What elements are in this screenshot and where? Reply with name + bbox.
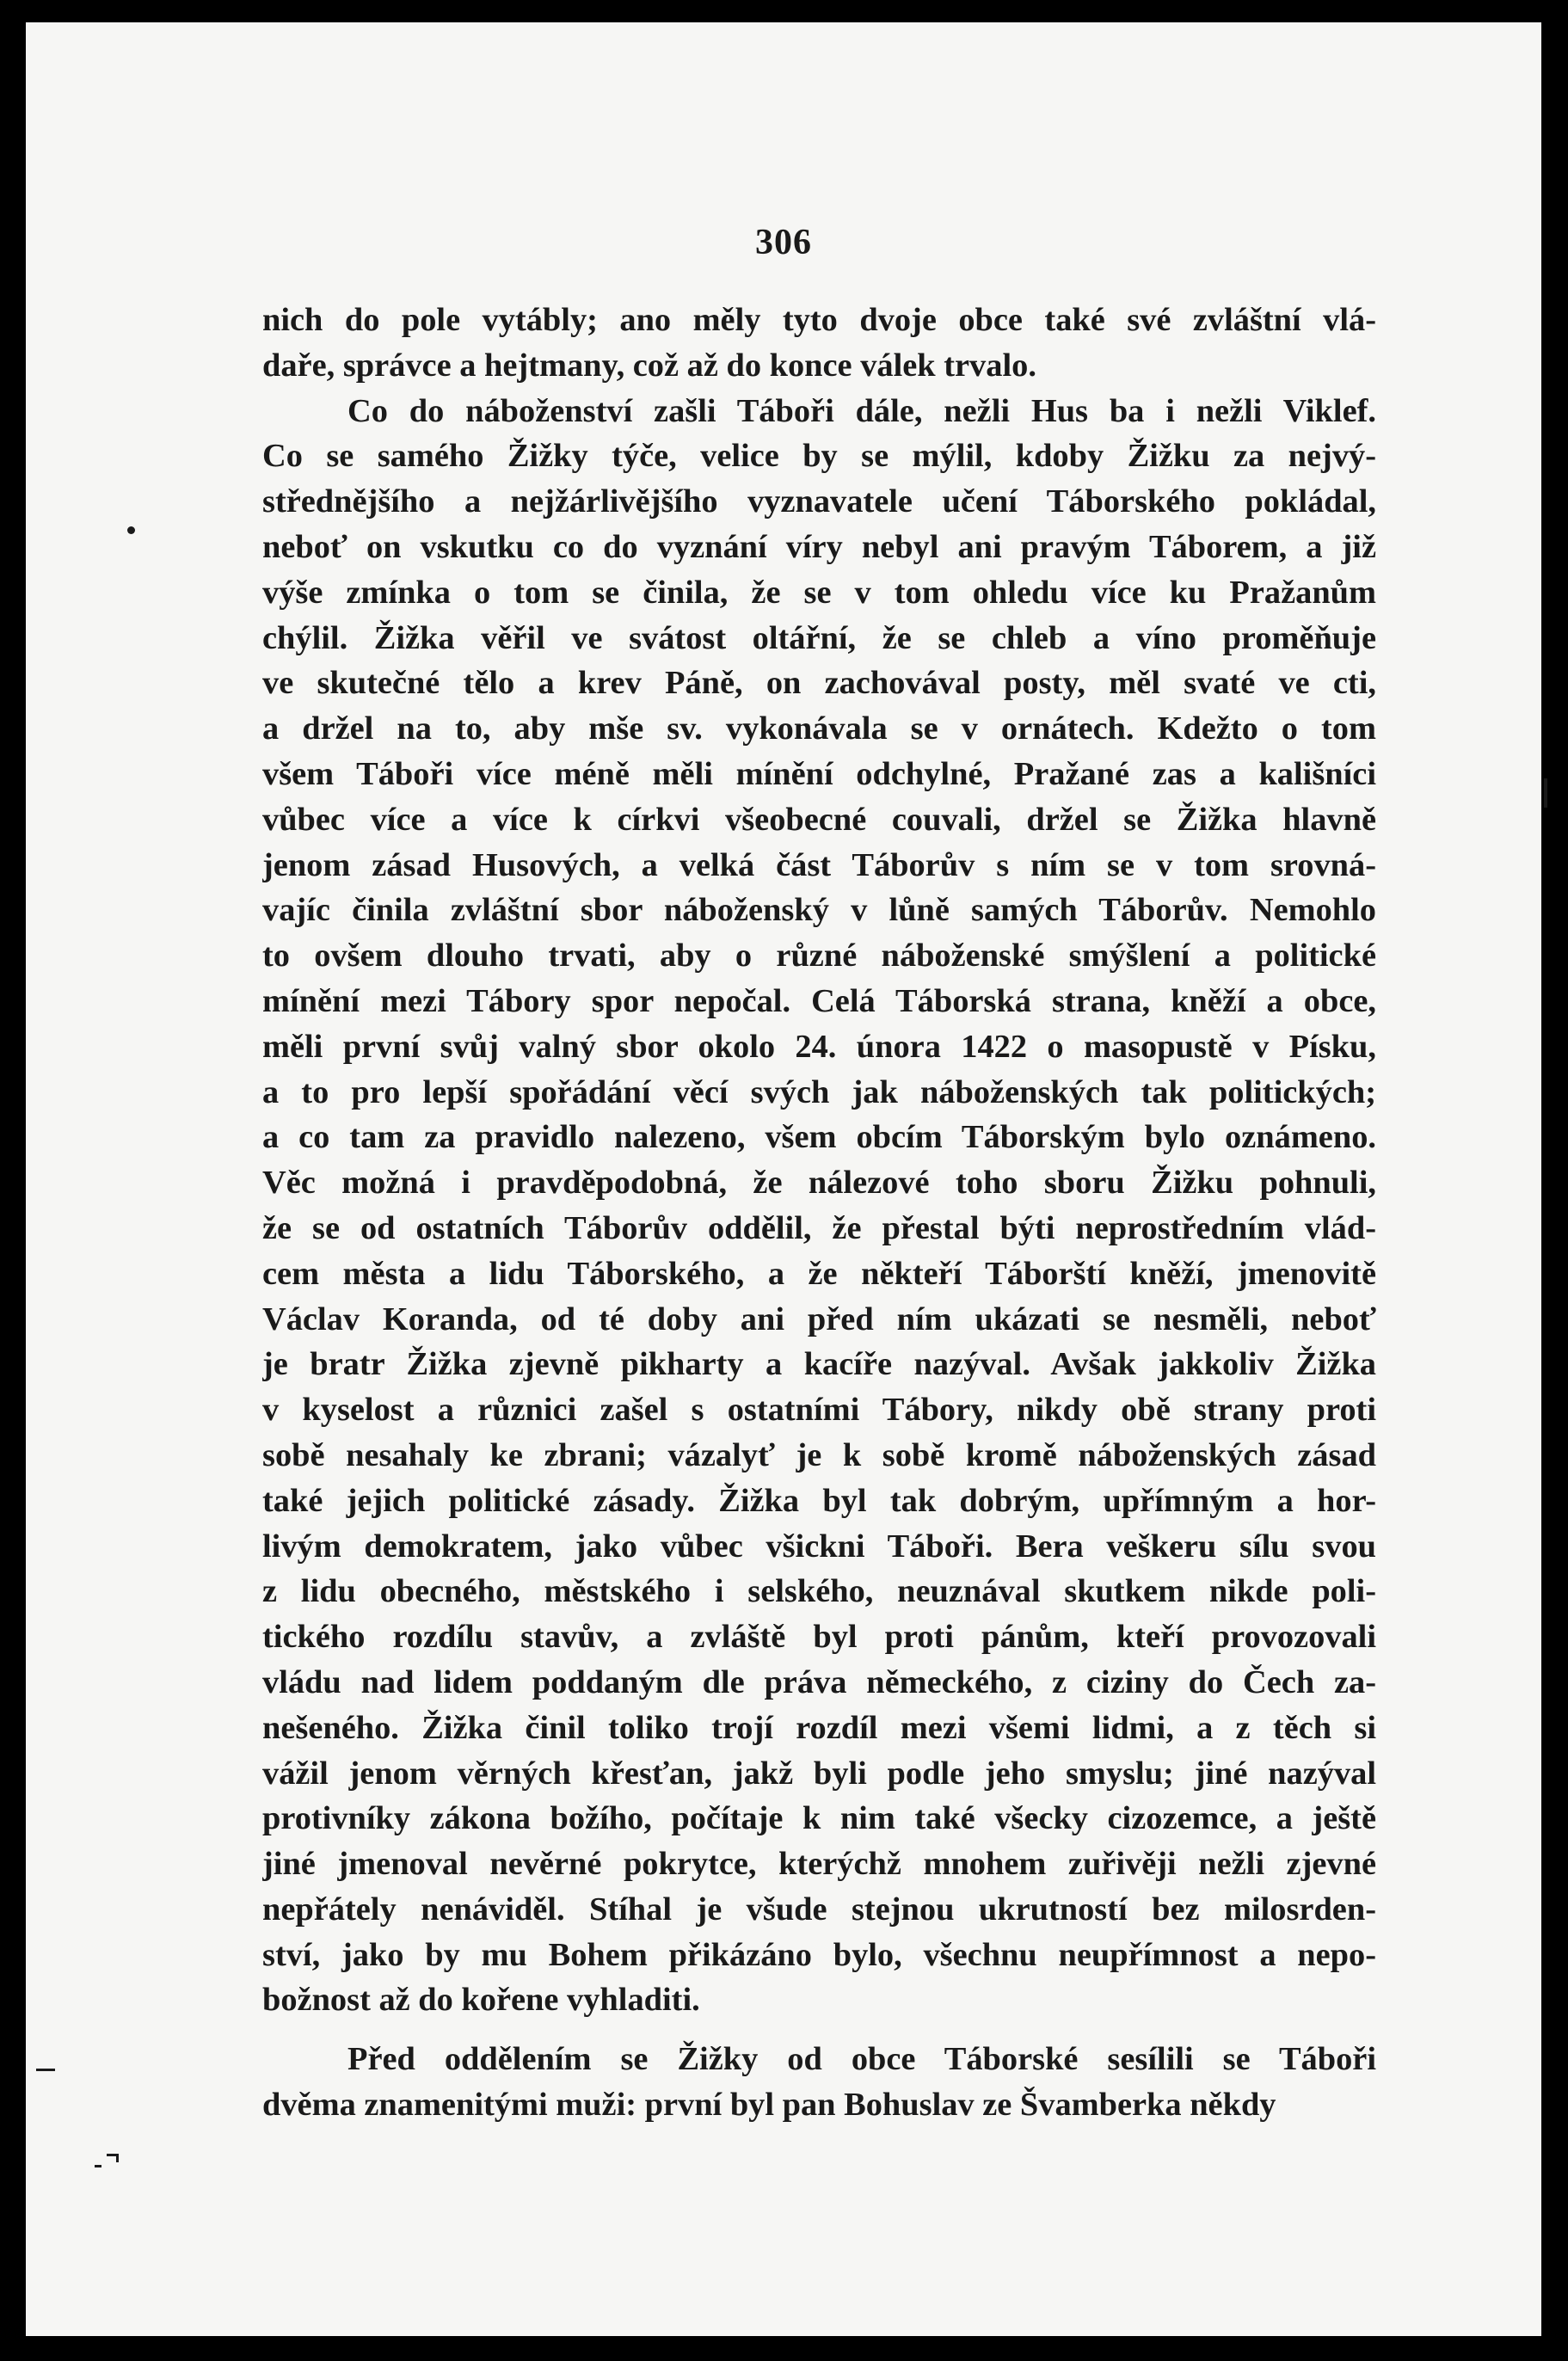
paragraph-gap <box>262 2023 1376 2037</box>
text-line: je bratr Žižka zjevně pikharty a kacíře nazýval. Avšak jakkoliv Žižka <box>262 1346 1376 1383</box>
body-text <box>262 298 1376 2128</box>
text-line: cem města a lidu Táborského, a že někteří Táborští kněží, jmenovitě <box>262 1255 1376 1292</box>
text-line: v kyselost a různici zašel s ostatními Tábory, nikdy obě strany proti <box>262 1392 1376 1429</box>
text-line: Václav Koranda, od té doby ani před ním ukázati se nesměli, neboť <box>262 1300 1376 1337</box>
margin-dot-mark <box>127 526 135 534</box>
text-line: a držel na to, aby mše sv. vykonávala se v ornátech. Kdežto o tom <box>262 710 1376 747</box>
text-line: ství, jako by mu Bohem přikázáno bylo, všechnu neupřímnost a nepo- <box>262 1936 1376 1973</box>
text-line: z lidu obecného, městského i selského, neuznával skutkem nikde poli- <box>262 1573 1376 1610</box>
text-line: livým demokratem, jako vůbec všickni Táboři. Bera veškeru sílu svou <box>262 1528 1376 1565</box>
text-line: ve skutečné tělo a krev Páně, on zachovával posty, měl svaté ve cti, <box>262 665 1376 702</box>
text-line: božnost až do kořene vyhladiti. <box>262 1982 700 2019</box>
text-line: vajíc činila zvláštní sbor náboženský v lůně samých Táborův. Nemohlo <box>262 892 1376 929</box>
text-line: Před oddělením se Žižky od obce Táborské sesílili se Táboři <box>347 2041 1376 2078</box>
text-line: nepřátely nenáviděl. Stíhal je všude stejnou ukrutností bez milosrden- <box>262 1891 1376 1928</box>
book-page <box>26 22 1541 2336</box>
text-line: jenom zásad Husových, a velká část Táborův s ním se v tom srovná- <box>262 846 1376 883</box>
text-line: a to pro lepší spořádání věcí svých jak náboženských tak politických; <box>262 1073 1376 1110</box>
text-line: jiné jmenoval nevěrné pokrytce, kterýchž mnohem zuřivěji nežli zjevné <box>262 1846 1376 1883</box>
text-line: daře, správce a hejtmany, což až do konce válek trvalo. <box>262 347 1036 384</box>
text-line: sobě nesahaly ke zbrani; vázalyť je k sobě kromě náboženských zásad <box>262 1436 1376 1473</box>
text-line: protivníky zákona božího, počítaje k nim také všecky cizozemce, a ještě <box>262 1800 1376 1837</box>
text-line: vládu nad lidem poddaným dle práva německého, z ciziny do Čech za- <box>262 1663 1376 1700</box>
text-line: všem Táboři více méně měli mínění odchylné, Pražané zas a kališníci <box>262 755 1376 792</box>
text-line: Věc možná i pravděpodobná, že nálezové toho sboru Žižku pohnuli, <box>262 1165 1376 1202</box>
text-line: výše zmínka o tom se činila, že se v tom ohledu více ku Pražanům <box>262 574 1376 611</box>
text-line: neboť on vskutku co do vyznání víry nebyl ani pravým Táborem, a již <box>262 528 1376 565</box>
text-line: nich do pole vytábly; ano měly tyto dvoje obce také své zvláštní vlá- <box>262 302 1376 338</box>
text-line: že se od ostatních Táborův oddělil, že přestal býti neprostředním vlád- <box>262 1209 1376 1246</box>
text-line: a co tam za pravidlo nalezeno, všem obcím Táborským bylo oznámeno. <box>262 1119 1376 1156</box>
margin-dash-mark <box>95 2165 101 2167</box>
text-line: to ovšem dlouho trvati, aby o různé náboženské smýšlení a politické <box>262 938 1376 975</box>
text-line: měli první svůj valný sbor okolo 24. února 1422 o masopustě v Písku, <box>262 1028 1376 1065</box>
margin-hook-mark <box>107 2154 119 2162</box>
text-line: vážil jenom věrných křesťan, jakž byli podle jeho smyslu; jiné nazýval <box>262 1755 1376 1792</box>
page-number: 306 <box>755 223 812 262</box>
text-line: Co se samého Žižky týče, velice by se mýlil, kdoby Žižku za nejvý- <box>262 438 1376 475</box>
margin-dash-mark <box>36 2069 55 2071</box>
text-line: chýlil. Žižka věřil ve svátost oltářní, že se chleb a víno proměňuje <box>262 619 1376 656</box>
text-line: dvěma znamenitými muži: první byl pan Bohuslav ze Švamberka někdy <box>262 2087 1276 2124</box>
text-line: mínění mezi Tábory spor nepočal. Celá Táborská strana, kněží a obce, <box>262 982 1376 1019</box>
text-line: Co do náboženství zašli Táboři dále, nežli Hus ba i nežli Viklef. <box>347 392 1376 429</box>
edge-tick-mark <box>1544 778 1547 808</box>
text-line: také jejich politické zásady. Žižka byl tak dobrým, upřímným a hor- <box>262 1482 1376 1519</box>
text-line: střednějšího a nejžárlivějšího vyznavatele učení Táborského pokládal, <box>262 483 1376 520</box>
text-line: nešeného. Žižka činil toliko trojí rozdíl mezi všemi lidmi, a z těch si <box>262 1709 1376 1746</box>
text-line: tického rozdílu stavův, a zvláště byl proti pánům, kteří provozovali <box>262 1619 1376 1656</box>
text-line: vůbec více a více k církvi všeobecné couvali, držel se Žižka hlavně <box>262 801 1376 838</box>
